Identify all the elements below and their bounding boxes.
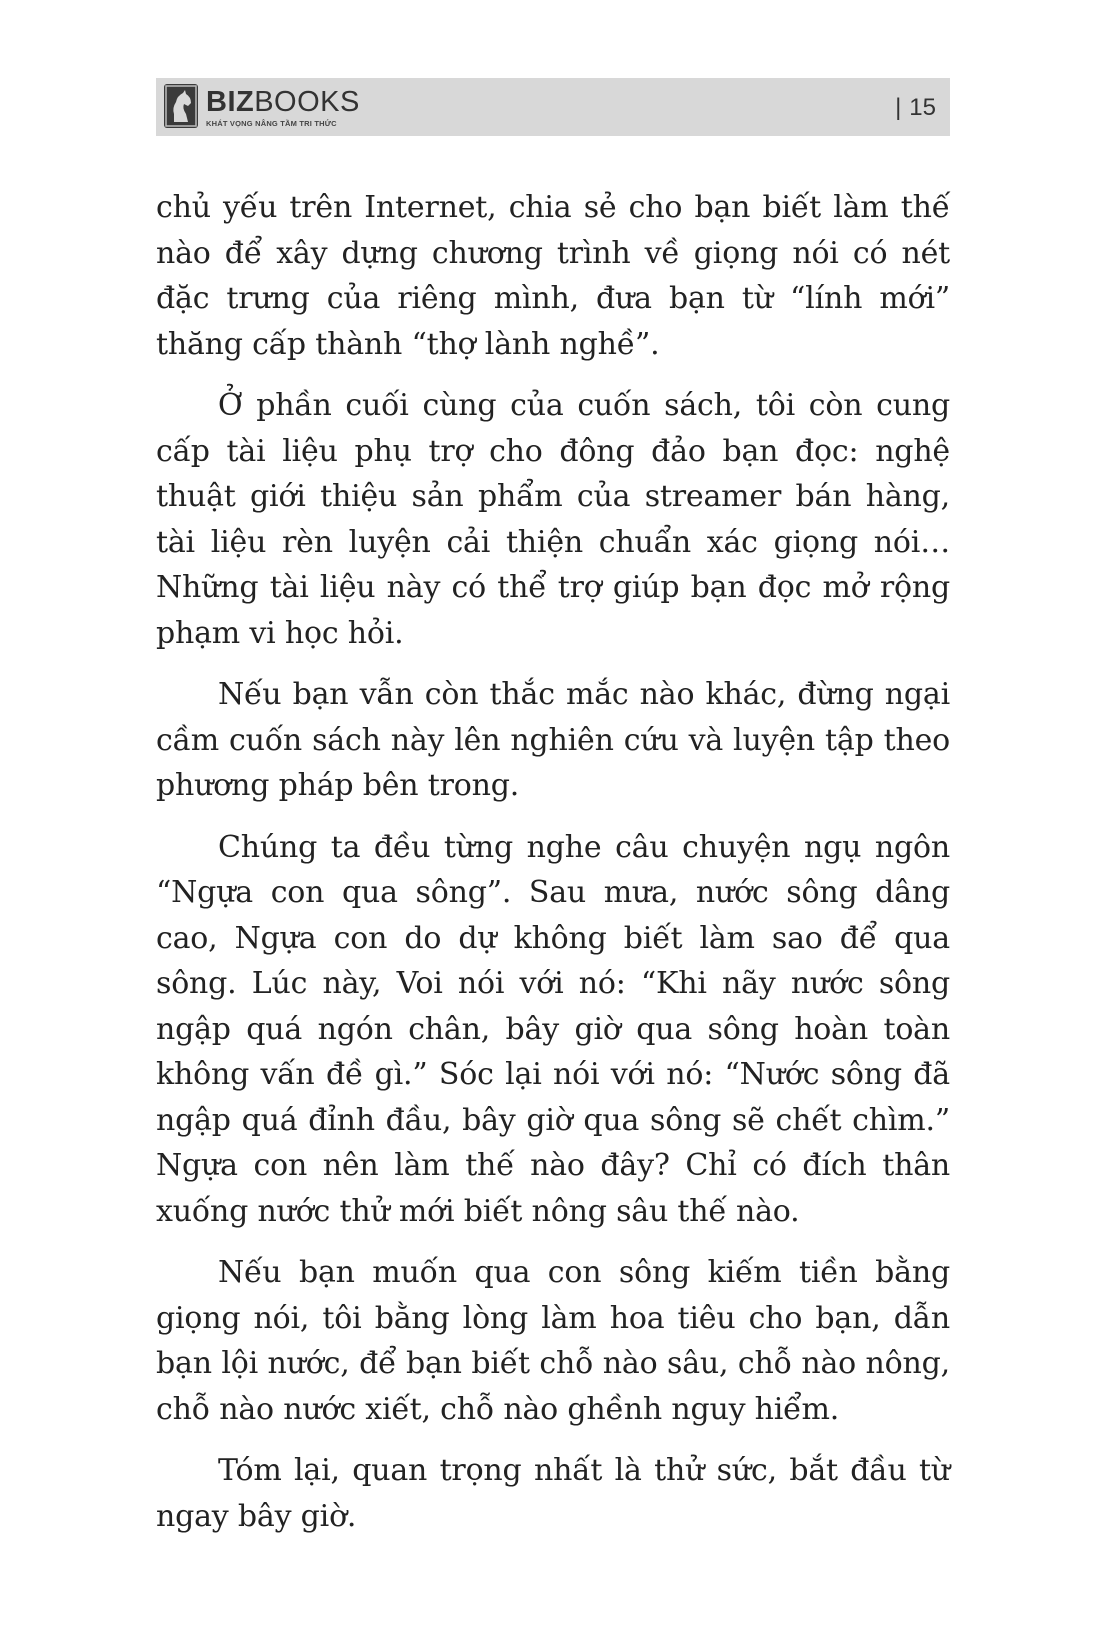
page-number-value: 15 [909, 94, 936, 121]
paragraph: Nếu bạn vẫn còn thắc mắc nào khác, đừng ngại cầm cuốn sách này lên nghiên cứu và luyện tập theo phương pháp bên trong. [156, 677, 950, 803]
paragraph: Ở phần cuối cùng của cuốn sách, tôi còn cung cấp tài liệu phụ trợ cho đông đảo bạn đọc: nghệ thuật giới thiệu sản phẩm của streamer bán hàng, tài liệu rèn luyện cải thiện chuẩn xác giọng nói… Những tài liệu này có thể trợ giúp bạn đọc mở rộng phạm vi học hỏi. [156, 388, 950, 651]
page-header [156, 78, 950, 136]
brand-name [206, 86, 360, 118]
body-text [156, 185, 950, 1555]
paragraph: Chúng ta đều từng nghe câu chuyện ngụ ngôn “Ngựa con qua sông”. Sau mưa, nước sông dâng cao, Ngựa con do dự không biết làm sao để qua sông. Lúc này, Voi nói với nó: “Khi nãy nước sông ngập quá ngón chân, bây giờ qua sông hoàn toàn không vấn đề gì.” Sóc lại nói với nó: “Nước sông đã ngập quá đỉnh đầu, bây giờ qua sông sẽ chết chìm.” Ngựa con nên làm thế nào đây? Chỉ có đích thân xuống nước thử mới biết nông sâu thế nào. [156, 829, 950, 1229]
knight-logo-icon [164, 84, 198, 128]
paragraph: Tóm lại, quan trọng nhất là thử sức, bắt đầu từ ngay bây giờ. [156, 1453, 950, 1534]
brand-biz: BIZ [206, 86, 255, 118]
brand-books: BOOKS [254, 86, 360, 118]
brand-tagline: KHÁT VỌNG NÂNG TẦM TRI THỨC [206, 119, 337, 128]
paragraph: Nếu bạn muốn qua con sông kiếm tiền bằng giọng nói, tôi bằng lòng làm hoa tiêu cho bạn, dẫn bạn lội nước, để bạn biết chỗ nào sâu, chỗ nào nông, chỗ nào nước xiết, chỗ nào ghềnh nguy hiểm. [156, 1255, 950, 1427]
page-number-separator: | [895, 94, 902, 121]
page-number [895, 94, 936, 122]
paragraph: chủ yếu trên Internet, chia sẻ cho bạn biết làm thế nào để xây dựng chương trình về giọng nói có nét đặc trưng của riêng mình, đưa bạn từ “lính mới” thăng cấp thành “thợ lành nghề”. [156, 190, 950, 362]
